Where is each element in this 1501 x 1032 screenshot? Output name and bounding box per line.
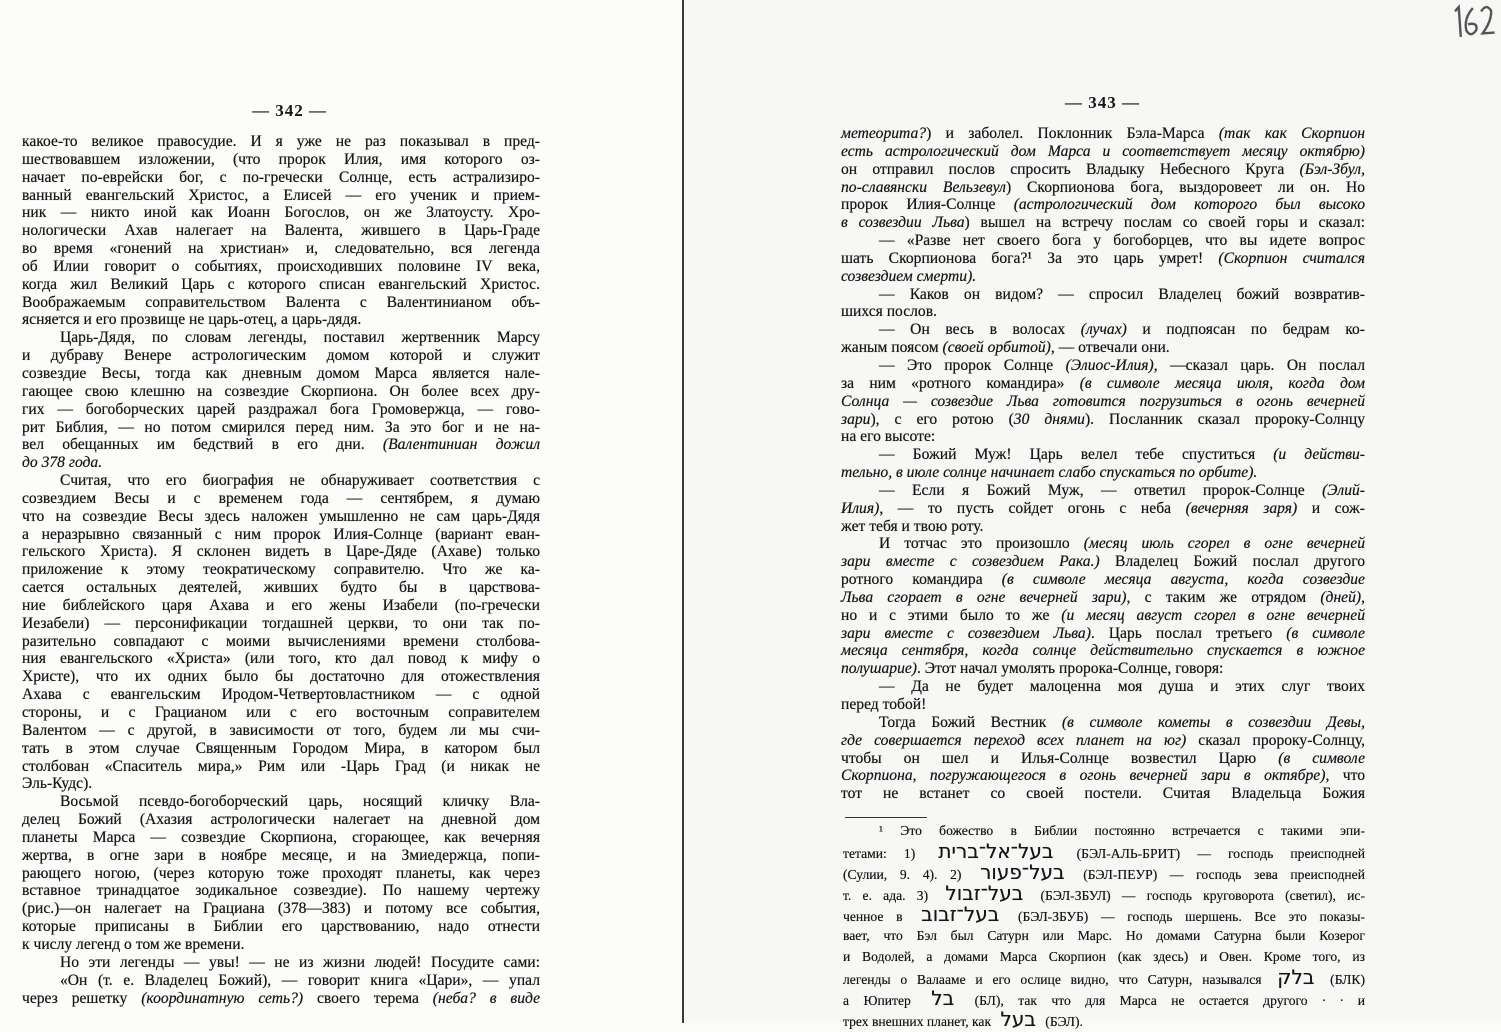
italic-text: (и месяц август сгорел в огне вечерней — [1061, 606, 1365, 624]
text-segment: чтобы он шел и Илья-Солнце возвестил Царю — [841, 749, 1279, 767]
italic-text: (Элиос-Илия) — [1065, 356, 1154, 374]
text-line — [22, 151, 540, 169]
text-line — [841, 446, 1365, 464]
italic-text: Скорпиона, погружающегося в огонь вечерней зари в октябре) — [841, 767, 1326, 785]
text-line — [22, 294, 540, 312]
text-segment: , —сказал царь. Он послал — [1153, 356, 1365, 374]
text-segment: шествовавшем изложении, (что пророк Илия, имя которого оз- — [22, 150, 540, 168]
text-segment: к числу легенд о том же времени. — [22, 935, 245, 953]
text-segment: когда жил Великий Царь с которого списан евангельский Христос. — [22, 275, 540, 293]
text-segment: ченное в — [843, 909, 916, 924]
text-line — [22, 187, 540, 205]
text-line — [22, 668, 540, 686]
italic-text: по-славянски Вельзевул — [841, 178, 1006, 196]
text-segment: трех внешних планет, как — [843, 1014, 995, 1029]
text-line — [22, 204, 540, 222]
text-segment: , что — [1325, 767, 1366, 785]
text-line — [841, 714, 1365, 732]
text-line — [22, 793, 540, 811]
text-line — [22, 543, 540, 561]
text-segment: (БЭЛ-ЗБУБ) — господь шершень. Все это показы- — [1005, 909, 1365, 924]
text-segment: — Да не будет малоценна моя душа и этих слуг твоих — [879, 678, 1365, 696]
text-segment: ) вышел на встречу послам со своей горы и сказал: — [964, 214, 1365, 232]
text-segment: что на созвездие Весы здесь наложен умышленно не сам царь-Дядя — [22, 507, 540, 525]
text-line — [841, 196, 1365, 214]
italic-text: зари — [841, 410, 871, 428]
text-line — [22, 936, 540, 954]
text-segment: ние библейского царя Ахава и его жены Изабели (по-гречески — [22, 596, 540, 614]
text-line — [22, 490, 540, 508]
italic-text: (в символе месяца июля, когда дом — [1079, 374, 1365, 392]
text-segment: ротного командира — [841, 571, 1002, 589]
text-segment: рающего ногою, (через которую тоже проходят планеты, как через — [22, 864, 540, 882]
text-line — [843, 904, 1365, 925]
text-segment: (БЛК) — [1320, 972, 1365, 987]
text-line — [841, 357, 1365, 375]
text-segment: которые приписаны в Библии его царствованию, надо отнести — [22, 918, 540, 936]
text-line — [22, 597, 540, 615]
text-segment: Иезабели) — персонификации тогдашней церкви, то они так по- — [22, 614, 540, 632]
text-segment: тот не встанет со своей постели. Считая Владельца Божия — [841, 785, 1365, 803]
text-segment: «Он (т. е. Владелец Божий), — говорит книга «Цари», — упал — [60, 971, 540, 989]
text-segment: И тотчас это произошло — [879, 535, 1084, 553]
text-segment: — Каков он видом? — спросил Владелец божий возвратив- — [879, 285, 1365, 303]
italic-text: (и действи- — [1273, 446, 1365, 464]
text-segment: ния евангельского «Христа» (или того, кто дал повод к мифу о — [22, 650, 540, 668]
left-page-text — [22, 133, 540, 1007]
text-segment: (БЛ), так что для Марса не остается другого — [960, 993, 1308, 1008]
italic-text: где совершается переход всех планет на юг) — [841, 731, 1187, 749]
page-number: — 342 — — [252, 101, 327, 120]
text-segment: Эль-Кудс). — [22, 775, 93, 793]
handwritten-page-mark — [1450, 1, 1497, 50]
text-segment: (рис.)—он налегает на Грациана (378—383) и потому все события, — [22, 900, 540, 918]
italic-text: месяца сентября, когда солнце действительно спускается в южное — [841, 642, 1365, 660]
text-line — [841, 678, 1365, 696]
text-segment: , — отвечали они. — [1050, 339, 1170, 357]
italic-text: зари вместе с созвездием Рака.) — [841, 553, 1100, 571]
text-segment: Валентом — с другой, в зависимости от того, будем ли мы счи- — [22, 721, 540, 739]
italic-text: созвездием смерти). — [841, 267, 977, 285]
text-line — [843, 988, 1365, 1009]
text-line — [841, 767, 1365, 785]
hebrew-text: בעל־אל־ברית — [938, 839, 1054, 863]
text-segment: гельского Христа). Я склонен видеть в Царе-Дяде (Ахаве) только — [22, 543, 540, 561]
italic-text: (координатную сеть?) — [141, 989, 304, 1007]
text-line — [22, 865, 540, 883]
text-segment: — Это пророк Солнце — [879, 356, 1066, 374]
text-segment: ясняется и его прозвище не царь-отец, а царь-дядя. — [22, 311, 362, 329]
footnote-divider — [845, 817, 927, 818]
text-segment: за ним «ротного командира» — [841, 374, 1080, 392]
italic-text: (Скорпион считался — [1218, 249, 1365, 267]
italic-text: в созвездии Льва — [841, 214, 965, 232]
text-segment: Тогда Божий Вестник — [879, 713, 1062, 731]
text-segment: Владелец Божий послал другого — [1099, 553, 1366, 571]
text-segment: нологически Ахав налегает на Валента, жившего в Царь-Граде — [22, 222, 540, 240]
text-line — [22, 454, 540, 472]
italic-text: (своей орбитой) — [942, 339, 1051, 357]
text-segment: Восьмой псевдо-богоборческий царь, носящий кличку Вла- — [60, 793, 540, 811]
text-line — [843, 1009, 1365, 1030]
text-segment: ¹ Это божество в Библии постоянно встречается с такими эпи- — [879, 823, 1365, 838]
text-line — [843, 820, 1365, 841]
text-segment: жертва, в огне зари в ноябре месяце, и на Змиедержца, попи- — [22, 846, 540, 864]
text-line — [841, 696, 1365, 714]
text-segment: и подпоясан по бедрам ко- — [1126, 321, 1365, 339]
text-line — [843, 925, 1365, 946]
italic-text: есть астрологический дом Марса и соответствует месяцу октябрю) — [841, 142, 1365, 160]
italic-text: (лучах) — [1080, 321, 1127, 339]
text-line — [843, 841, 1365, 862]
text-line — [841, 482, 1365, 500]
text-line — [22, 258, 540, 276]
text-line — [22, 365, 540, 383]
text-line — [22, 722, 540, 740]
italic-text: (в символе — [1286, 624, 1365, 642]
text-line — [22, 811, 540, 829]
text-segment: Царь-Дядя, по словам легенды, поставил жертвенник Марсу — [60, 329, 540, 347]
text-line — [22, 775, 540, 793]
text-line — [841, 214, 1365, 232]
text-line — [22, 972, 540, 990]
text-segment: приложение к этому теократическому соправителю. Что же ка- — [22, 561, 540, 579]
text-segment: гающее свою клешню на созвездие Скорпиона. Он более всех дру- — [22, 382, 540, 400]
text-segment: Считая, что его биография не обнаруживает соответствия с — [60, 472, 540, 490]
text-segment: , с таким же отрядом — [1126, 588, 1321, 606]
text-line — [22, 169, 540, 187]
hebrew-text: בעל — [1000, 1007, 1036, 1031]
italic-text: (Элий- — [1322, 481, 1365, 499]
italic-text: зари вместе с созвездием Льва) — [841, 624, 1091, 642]
text-line — [841, 250, 1365, 268]
text-segment: стороны, и с Грацианом или с его восточным соправителем — [22, 704, 540, 721]
text-line — [841, 518, 1365, 536]
text-segment: (БЭЛ). — [1041, 1014, 1083, 1029]
text-segment: ) Скорпионова бога, выздоровеет ли он. Но — [1005, 178, 1366, 196]
text-line — [22, 615, 540, 633]
text-segment: Ахава с евангельским Иродом-Четвертовластником — с одной — [22, 686, 540, 704]
text-segment: шихся послов. — [841, 303, 937, 321]
italic-text: Льва сгорает в огне вечерней зари) — [841, 588, 1127, 606]
text-line — [841, 428, 1365, 446]
text-segment: . Царь послал третьего — [1090, 624, 1287, 642]
text-line — [841, 268, 1365, 286]
text-segment: Христе), что их одних было бы достаточно для отожествления — [22, 668, 540, 686]
text-line — [843, 946, 1365, 967]
text-segment: своего терема — [303, 989, 433, 1007]
italic-text: (в символе кометы в созвездии Девы, — [1061, 713, 1365, 731]
text-line — [22, 240, 540, 258]
text-line — [841, 535, 1365, 553]
text-segment: и дубраву Венере астрологическим домом которой и служит — [22, 347, 540, 365]
text-line — [841, 303, 1365, 321]
text-segment: сказал пророку-Солнцу, — [1186, 731, 1365, 749]
text-line — [22, 526, 540, 544]
text-line — [22, 383, 540, 401]
text-segment: ). Посланник сказал пророку-Солнцу — [1084, 410, 1365, 428]
text-line — [841, 143, 1365, 161]
text-segment: (БЭЛ-ПЕУР) — господь зева преисподней — [1070, 867, 1365, 882]
right-page-text — [841, 125, 1365, 803]
text-segment: перед тобой! — [841, 696, 927, 713]
text-line — [22, 508, 540, 526]
hebrew-text: בל — [931, 986, 955, 1010]
text-line — [22, 311, 540, 329]
italic-text: до 378 года. — [22, 454, 103, 472]
text-segment: созвездием Весы и с временем года — сентябрем, я думаю — [22, 489, 540, 507]
text-segment: жет тебя и твою роту. — [841, 517, 984, 535]
text-line — [841, 660, 1365, 678]
text-segment: и — [1357, 993, 1365, 1008]
hebrew-text: בלק — [1277, 965, 1315, 989]
text-line — [22, 900, 540, 918]
italic-text: (в символе месяца августа, когда созвездие — [1001, 571, 1365, 589]
text-segment: во время «гонений на христиан» и, следовательно, вся легенда — [22, 240, 540, 258]
text-segment: — Он весь в волосах — [879, 321, 1081, 339]
text-segment: и сож- — [1297, 499, 1365, 517]
text-segment: тать в этом случае Священным Городом Мира, в катором был — [22, 739, 540, 757]
text-segment: (БЭЛ-ЗБУЛ) — господь круговорота (светил), ис- — [1029, 888, 1365, 903]
italic-text: (Валентиниан дожил — [382, 436, 540, 454]
text-line — [22, 276, 540, 294]
text-line — [843, 883, 1365, 904]
text-line — [841, 625, 1365, 643]
text-segment: начает по-еврейски бог, с по-гречески Солнце, есть астрализиро- — [22, 168, 540, 186]
text-segment: а Юпитер — [843, 993, 926, 1008]
text-line — [22, 758, 540, 776]
text-segment: через решетку — [22, 989, 142, 1007]
text-segment: об Илии говорит о событиях, происходивших половине IV века, — [22, 257, 540, 275]
text-segment: шать Скорпионова бога?¹ За это царь умрет! — [841, 249, 1219, 267]
text-line — [843, 967, 1365, 988]
text-line — [841, 732, 1365, 750]
text-line — [841, 286, 1365, 304]
text-segment: какое-то великое правосудие. И я уже не раз показывал в пред- — [22, 133, 540, 150]
text-line — [22, 686, 540, 704]
text-line — [22, 472, 540, 490]
hebrew-text: בעל־פעור — [980, 860, 1065, 884]
text-line — [22, 436, 540, 454]
italic-text: (вечерняя заря) — [1185, 499, 1298, 517]
text-segment: — Если я Божий Муж, — ответил пророк-Солнце — [879, 481, 1323, 499]
text-segment: ник — никто иной как Иоанн Богослов, он же Златоусту. Хро- — [22, 204, 540, 222]
italic-text: (Бэл-Збул, — [1299, 160, 1365, 178]
text-line — [841, 393, 1365, 411]
italic-text: метеорита? — [841, 125, 927, 142]
text-segment: . Этот начал умолять пророка-Солнце, говоря: — [917, 660, 1224, 678]
italic-text: 30 днями — [1013, 410, 1085, 428]
text-line — [841, 321, 1365, 339]
italic-text: (неба? в виде — [432, 989, 540, 1007]
text-segment: на его высоте: — [841, 428, 936, 446]
text-segment: сается остальных деятелей, живших будто бы в царствова- — [22, 579, 540, 597]
italic-text: (так как Скорпион — [1218, 125, 1365, 142]
italic-text: (дней) — [1320, 588, 1362, 606]
text-segment: вставное тринадцатое зодикальное созвездие). По нашему чертежу — [22, 882, 540, 900]
text-line — [22, 954, 540, 972]
text-line — [841, 339, 1365, 357]
text-segment: (БЭЛ-АЛЬ-БРИТ) — господь преисподней — [1059, 846, 1365, 861]
text-line — [841, 589, 1365, 607]
italic-text: (месяц июль сгорел в огне вечерней — [1083, 535, 1366, 553]
text-line — [841, 785, 1365, 803]
text-line — [22, 401, 540, 419]
text-line — [841, 179, 1365, 197]
text-line — [841, 464, 1365, 482]
hebrew-text: בעל־זבוב — [921, 902, 1000, 926]
text-line — [841, 375, 1365, 393]
text-line — [22, 347, 540, 365]
text-segment: ванный евангельский Христос, а Елисей — его ученик и прием- — [22, 186, 540, 204]
italic-text: Илия) — [841, 499, 880, 517]
footnote — [843, 820, 1365, 1030]
text-segment: разительно совпадают с моими вычислениями времени столбова- — [22, 632, 540, 650]
text-line — [22, 918, 540, 936]
text-segment: жаным поясом — [841, 339, 943, 357]
text-segment: гих — богоборческих царей раздражал бога Громовержца, — гово- — [22, 400, 540, 418]
text-line — [22, 704, 540, 722]
text-segment: ) и заболел. Поклонник Бэла-Марса — [926, 125, 1219, 142]
italic-text: (астрологический дом которого был высоко — [1013, 196, 1365, 214]
italic-text: полушарие) — [841, 660, 917, 678]
text-segment: (Сулии, 9. 4). 2) — [843, 867, 975, 882]
text-line — [841, 553, 1365, 571]
text-line — [22, 650, 540, 668]
text-line — [841, 607, 1365, 625]
text-segment: но и с этими было то же — [841, 606, 1062, 624]
text-segment: тетами: 1) — [843, 846, 933, 861]
text-line — [841, 161, 1365, 179]
text-segment: делец Божий (Ахазия астрологически налегает на дневной дом — [22, 811, 540, 829]
text-line — [22, 829, 540, 847]
text-line — [843, 862, 1365, 883]
text-segment: т. е. ада. 3) — [843, 888, 940, 903]
italic-text: тельно, в июле солнце начинает слабо спускаться по орбите). — [841, 464, 1258, 482]
text-segment: он отправил послов спросить Владыку Небесного Круга — [841, 160, 1300, 178]
text-line — [22, 419, 540, 437]
italic-text: Солнца — созвездие Льва готовится погрузиться в огонь вечерней — [841, 392, 1365, 410]
text-segment: Воображаемым соправительством Валента с Валентинианом объ- — [22, 293, 540, 311]
text-segment: пророк Илия-Солнце — [841, 196, 1014, 214]
text-segment: — «Разве нет своего бога у богоборцев, что вы идете вопрос — [879, 232, 1365, 250]
text-line — [841, 500, 1365, 518]
text-segment: планеты Марса — созвездие Скорпиона, сгорающее, как вечерняя — [22, 828, 540, 846]
text-segment: столбован «Спаситель мира,» Рим или -Царь Град (и никак не — [22, 757, 540, 775]
text-line — [22, 740, 540, 758]
text-line — [841, 232, 1365, 250]
text-line — [841, 642, 1365, 660]
text-line — [22, 847, 540, 865]
text-line — [22, 133, 540, 151]
text-line — [22, 222, 540, 240]
text-segment: Но эти легенды — увы! — не из жизни людей! Посудите сами: — [60, 953, 540, 971]
text-segment: , — то пусть сойдет огонь с неба — [879, 499, 1186, 517]
italic-text: · · — [1307, 993, 1358, 1008]
text-line — [841, 571, 1365, 589]
text-line — [841, 125, 1365, 143]
text-line — [22, 990, 540, 1008]
hebrew-text: בעל־זבול — [945, 881, 1024, 905]
text-segment: , — [1361, 588, 1365, 606]
text-segment: а неразрывно связанный с ним пророк Илия-Солнце (вариант еван- — [22, 525, 540, 543]
text-segment: ), с его ротою ( — [870, 410, 1014, 428]
text-line — [22, 329, 540, 347]
text-segment: рит Библия, — но потом смирился перед ним. За это бог и не на- — [22, 418, 540, 436]
text-segment: легенды о Валааме и его ослице видно, что Сатурн, назывался — [843, 972, 1272, 987]
text-line — [841, 750, 1365, 768]
text-segment: вает, что Бэл был Сатурн или Марс. Но домами Сатурна были Козерог — [843, 928, 1365, 943]
text-segment: — Божий Муж! Царь велел тебе спуститься — [879, 446, 1274, 464]
text-segment: вел обещанных им бедствий в его дни. — [22, 436, 383, 454]
text-line — [841, 411, 1365, 429]
text-line — [22, 561, 540, 579]
text-line — [22, 882, 540, 900]
page-number: — 343 — — [1065, 93, 1140, 112]
text-line — [22, 579, 540, 597]
text-line — [22, 633, 540, 651]
italic-text: (в символе — [1278, 749, 1365, 767]
text-segment: созвездие Весы, тогда как дневным домом Марса является нале- — [22, 364, 540, 382]
left-page — [0, 0, 684, 1023]
text-segment: и Водолей, а домами Марса Скорпион (как здесь) и Овен. Кроме того, из — [843, 949, 1365, 964]
